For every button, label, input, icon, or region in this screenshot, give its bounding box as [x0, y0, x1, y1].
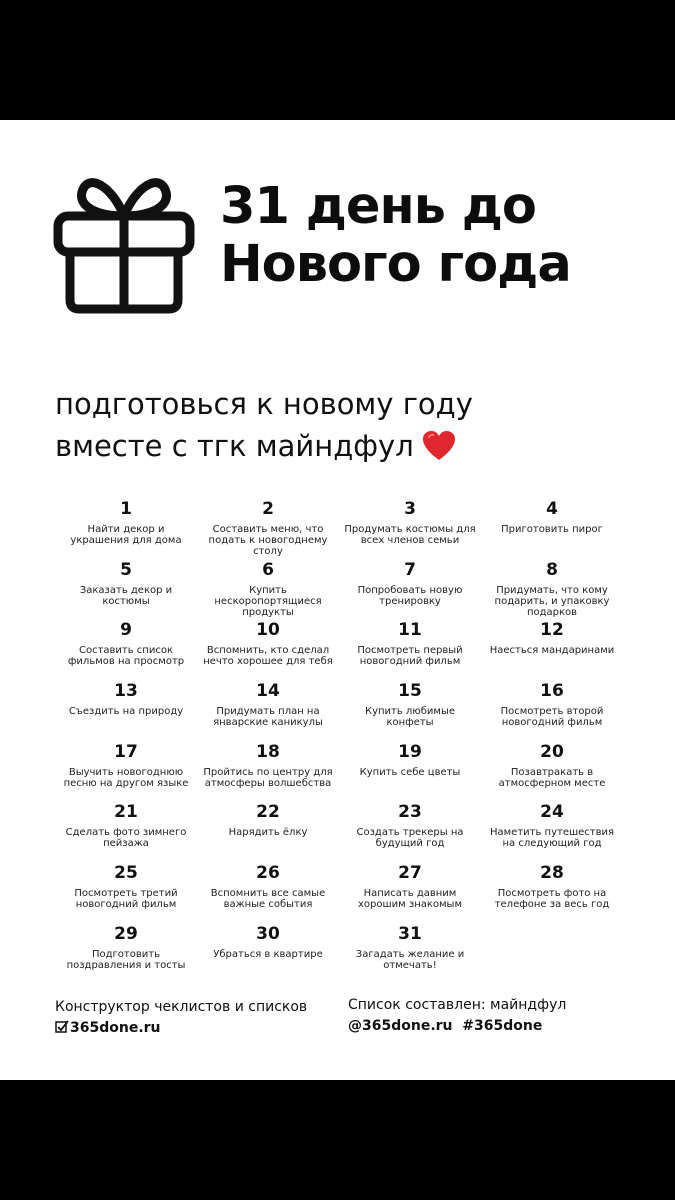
day-item: [339, 739, 481, 800]
day-item: [55, 739, 197, 800]
day-number: 29: [114, 923, 138, 944]
day-task: Пройтись по центру для атмосферы волшебства: [203, 766, 333, 789]
subtitle-line-1: подготовься к новому году: [55, 387, 473, 421]
site-link[interactable]: [55, 1019, 345, 1037]
day-number: 31: [398, 923, 422, 944]
day-item: [481, 799, 623, 860]
day-item: [55, 860, 197, 921]
day-number: 15: [398, 681, 422, 702]
day-item: [55, 557, 197, 618]
day-number: 18: [256, 741, 280, 762]
day-number: 26: [256, 863, 280, 884]
day-number: 3: [404, 499, 416, 519]
day-task: Посмотреть первый новогодний фильм: [357, 645, 463, 668]
day-task: Нарядить ёлку: [228, 827, 308, 839]
day-item: [481, 739, 623, 800]
day-number: 25: [114, 863, 138, 884]
day-item: [197, 617, 339, 678]
day-number: 20: [540, 741, 564, 762]
site-link-text: 365done.ru: [70, 1020, 161, 1036]
checklist-card: [0, 120, 675, 1080]
day-number: 23: [398, 802, 422, 823]
day-number: 24: [540, 802, 564, 823]
day-item: [339, 678, 481, 739]
day-task: Попробовать новую тренировку: [357, 584, 463, 607]
day-item: [481, 860, 623, 921]
day-item: [55, 617, 197, 678]
day-number: 22: [256, 802, 280, 823]
day-task: Наесться мандаринами: [489, 645, 615, 657]
day-task: Придумать, что кому подарить, и упаковку подарков: [494, 584, 610, 618]
footer-left: [55, 998, 345, 1037]
day-item: [197, 557, 339, 618]
day-item: [197, 739, 339, 800]
day-task: Найти декор и украшения для дома: [70, 524, 182, 546]
day-number: 8: [546, 559, 558, 580]
day-task: Купить себе цветы: [359, 766, 461, 778]
day-task: Купить любимые конфеты: [364, 706, 456, 729]
day-item: [55, 921, 197, 982]
day-number: 11: [398, 620, 422, 641]
bottom-black-bar: [0, 1080, 675, 1200]
hashtags: @365done.ru #365done: [348, 1018, 543, 1034]
day-item: [339, 799, 481, 860]
day-item: [481, 617, 623, 678]
day-number: 28: [540, 863, 564, 884]
day-task: Вспомнить, кто сделал нечто хорошее для тебя: [203, 645, 333, 668]
day-number: 14: [256, 681, 280, 702]
checkbox-check-icon: [55, 1020, 69, 1034]
heart-icon: [422, 430, 456, 462]
day-item: [481, 678, 623, 739]
day-number: 16: [540, 681, 564, 702]
subtitle: [55, 383, 655, 467]
day-task: Выучить новогоднюю песню на другом языке: [63, 766, 189, 789]
day-number: 21: [114, 802, 138, 823]
day-item: [197, 496, 339, 557]
day-item: [55, 678, 197, 739]
day-item: [55, 496, 197, 557]
day-item: [339, 921, 481, 982]
day-number: 30: [256, 923, 280, 944]
day-item: [339, 496, 481, 557]
day-task: Заказать декор и костюмы: [79, 584, 173, 607]
day-task: Наметить путешествия на следующий год: [489, 827, 615, 850]
day-number: 13: [114, 681, 138, 702]
day-task: Продумать костюмы для всех членов семьи: [344, 524, 476, 546]
day-number: 19: [398, 741, 422, 762]
constructor-text: Конструктор чеклистов и списков: [55, 999, 308, 1015]
day-number: 12: [540, 620, 564, 641]
day-task: Написать давним хорошим знакомым: [358, 888, 462, 911]
day-task: Загадать желание и отмечать!: [355, 948, 465, 971]
day-item: [55, 799, 197, 860]
day-task: Приготовить пирог: [501, 524, 603, 535]
day-number: 7: [404, 559, 416, 580]
day-number: 5: [120, 559, 132, 580]
subtitle-line-2-text: вместе с тгк майндфул: [55, 429, 414, 463]
day-number: 27: [398, 863, 422, 884]
day-item: [197, 799, 339, 860]
day-task: Посмотреть третий новогодний фильм: [74, 888, 178, 911]
day-task: Составить список фильмов на просмотр: [67, 645, 185, 668]
gift-icon: [52, 176, 196, 316]
day-task: Подготовить поздравления и тосты: [66, 948, 186, 971]
day-number: 6: [262, 559, 274, 580]
day-item: [481, 496, 623, 557]
day-task: Убраться в квартире: [213, 948, 323, 960]
day-task: Составить меню, что подать к новогоднему столу: [208, 524, 328, 557]
day-number: 17: [114, 741, 138, 762]
day-task: Создать трекеры на будущий год: [356, 827, 464, 850]
day-task: Вспомнить все самые важные события: [210, 888, 326, 911]
day-task: Съездить на природу: [68, 706, 184, 718]
day-item: [197, 921, 339, 982]
day-item: [339, 557, 481, 618]
top-black-bar: [0, 0, 675, 120]
day-task: Придумать план на январские каникулы: [213, 706, 323, 729]
day-number: 4: [546, 499, 558, 519]
day-task: Посмотреть фото на телефоне за весь год: [494, 888, 610, 911]
page-title: 31 день до Нового года: [220, 177, 571, 294]
days-grid: [55, 496, 625, 982]
day-item: [481, 557, 623, 618]
day-task: Посмотреть второй новогодний фильм: [500, 706, 604, 729]
day-item: [197, 860, 339, 921]
day-number: 10: [256, 620, 280, 641]
day-task: Позавтракать в атмосферном месте: [498, 766, 606, 789]
day-number: 1: [120, 499, 132, 519]
day-item: [339, 860, 481, 921]
subtitle-line-2: [55, 425, 655, 467]
footer-right: [348, 996, 648, 1035]
day-item: [339, 617, 481, 678]
day-number: 2: [262, 499, 274, 519]
day-task: Купить нескоропортящиеся продукты: [214, 584, 322, 618]
day-number: 9: [120, 620, 132, 641]
author-text: Список составлен: майндфул: [348, 997, 567, 1013]
day-task: Сделать фото зимнего пейзажа: [65, 827, 187, 850]
day-item: [197, 678, 339, 739]
